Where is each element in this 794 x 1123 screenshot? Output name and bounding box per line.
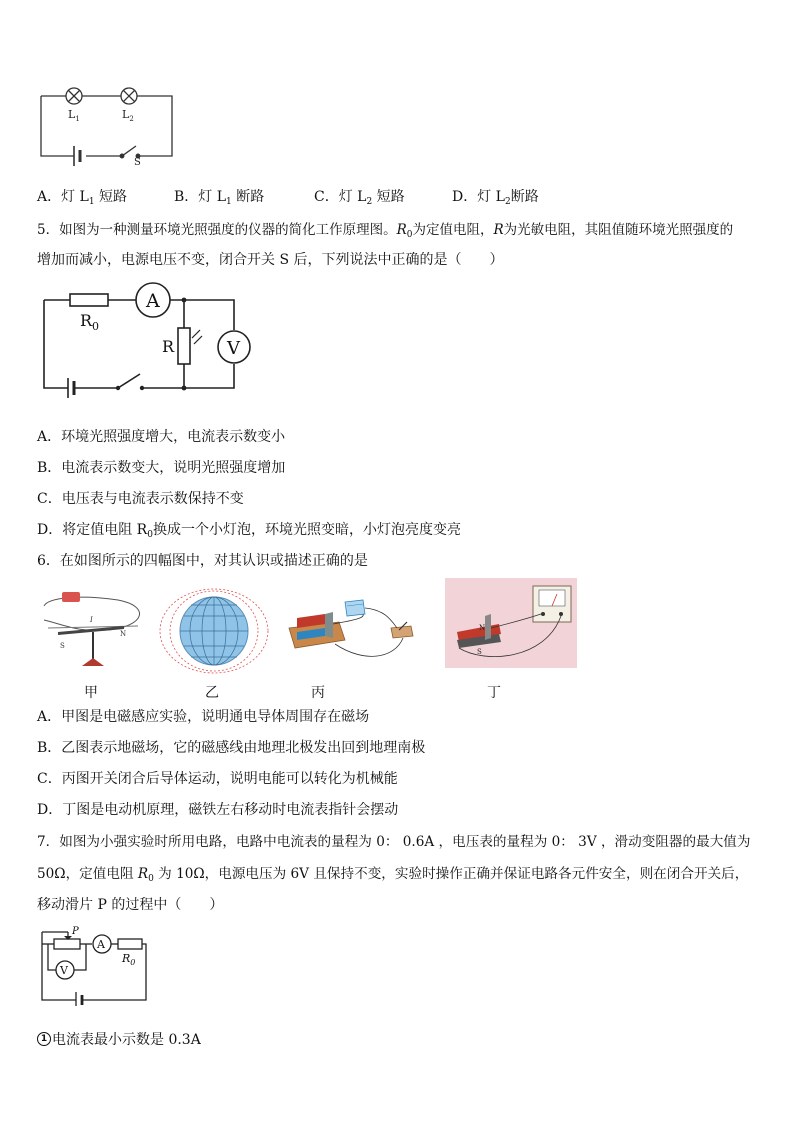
q6-caption-ding: 丁	[487, 685, 501, 701]
q5-option-d: D．将定值电阻 $R_0$换成一个小灯泡，环境光照变暗，小灯泡亮度变亮	[37, 522, 461, 540]
q5-stem-line1: 5．如图为一种测量环境光照强度的仪器的简化工作原理图。$R_0$为定值电阻，R为光敏电阻，其阻值随环境光照强度的	[37, 222, 734, 240]
q7-stem-line2: 50Ω，定值电阻 $R_0$ 为 10Ω，电源电压为 6V 且保持不变，实验时操作正确并保证电路各元件安全，则在闭合开关后，	[37, 866, 749, 884]
r-label: R	[162, 337, 175, 356]
q7-stem-line3: 移动滑片 P 的过程中（ ）	[37, 897, 224, 913]
q6-figure-ding	[445, 578, 577, 668]
q5-option-c: C．电压表与电流表示数保持不变	[37, 491, 244, 507]
q5-circuit-figure	[38, 282, 254, 410]
q7-circuit-figure	[38, 924, 150, 1006]
q7-stem-line1: 7．如图为小强实验时所用电路，电路中电流表的量程为 0： 0.6A ，电压表的量程为 0： 3V ，滑动变阻器的最大值为	[37, 834, 751, 850]
q5-stem-line2: 增加而减小，电源电压不变，闭合开关 S 后，下列说法中正确的是（ ）	[37, 252, 504, 268]
q4-option-d: D．灯 $L_2$断路	[452, 189, 539, 207]
q6-figure-jia	[38, 586, 153, 676]
svg-text:N: N	[120, 630, 127, 638]
svg-text:I: I	[90, 616, 93, 624]
voltmeter-label: V	[227, 338, 240, 359]
q6-option-d: D．丁图是电动机原理，磁铁左右移动时电流表指针会摆动	[37, 802, 399, 818]
ammeter-label: A	[146, 290, 160, 312]
q4-option-a: A．灯 $L_1$ 短路	[37, 189, 128, 207]
circled-number-icon: 1	[37, 1032, 51, 1046]
lamp-l2-label: $L_2$	[122, 108, 134, 123]
q6-option-b: B．乙图表示地磁场，它的磁感线由地理北极发出回到地理南极	[37, 740, 426, 756]
r0-label: $R_0$	[122, 952, 136, 967]
svg-text:N: N	[479, 624, 486, 632]
q4-circuit-figure	[38, 84, 178, 176]
svg-text:S: S	[477, 648, 482, 656]
q6-option-c: C．丙图开关闭合后导体运动，说明电能可以转化为机械能	[37, 771, 398, 787]
q6-caption-yi: 乙	[205, 685, 219, 701]
slider-p-label: P	[72, 926, 79, 937]
q6-stem: 6．在如图所示的四幅图中，对其认识或描述正确的是	[37, 553, 368, 569]
r0-label: $R_0$	[80, 311, 100, 333]
switch-label: S	[134, 157, 141, 168]
q5-option-a: A．环境光照强度增大，电流表示数变小	[37, 429, 286, 445]
svg-text:S: S	[60, 642, 65, 650]
q6-figure-yi	[158, 586, 270, 676]
q6-option-a: A．甲图是电磁感应实验，说明通电导体周围存在磁场	[37, 709, 370, 725]
q7-item-1: 1 电流表最小示数是 0.3A	[37, 1029, 201, 1049]
voltmeter-label: V	[60, 964, 68, 977]
lamp-l1-label: $L_1$	[68, 108, 80, 123]
ammeter-label: A	[97, 938, 105, 951]
q6-figure-bing	[285, 592, 417, 664]
q4-option-c: C．灯 $L_2$ 短路	[314, 189, 405, 207]
q6-caption-bing: 丙	[311, 685, 325, 701]
q4-option-b: B．灯 $L_1$ 断路	[174, 189, 265, 207]
q5-option-b: B．电流表示数变大，说明光照强度增加	[37, 460, 286, 476]
q6-caption-jia: 甲	[84, 685, 98, 701]
